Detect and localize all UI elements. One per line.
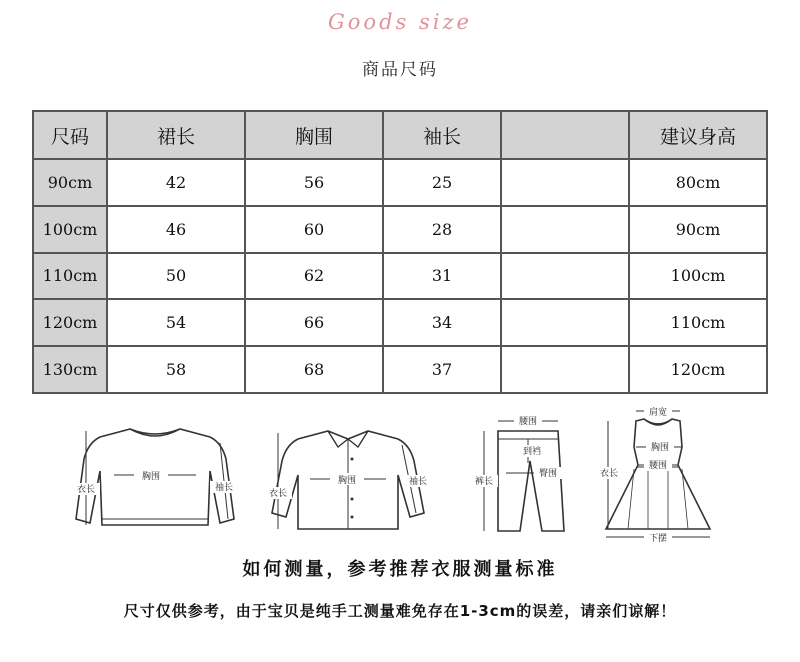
cell-chest: 68: [245, 346, 383, 393]
pants-length-label: 裤长: [474, 477, 494, 487]
header-suggested-height: 建议身高: [629, 111, 767, 159]
table-row: [33, 206, 767, 253]
cell-empty: [501, 253, 629, 300]
dress-shoulder-label: 肩宽: [648, 408, 668, 418]
sweater-chest-label: 胸围: [141, 472, 161, 482]
cell-chest: 62: [245, 253, 383, 300]
cell-empty: [501, 346, 629, 393]
cell-dress-length: 42: [107, 159, 245, 206]
shirt-sleeve-label: 袖长: [408, 477, 428, 487]
sweater-icon: [70, 423, 240, 533]
pants-crotch-label: 到裆: [522, 447, 542, 457]
sweater-diagram: [70, 423, 240, 533]
header-empty: [501, 111, 629, 159]
cell-empty: [501, 159, 629, 206]
dress-length-label: 衣长: [599, 469, 619, 479]
sweater-sleeve-label: 袖长: [214, 483, 234, 493]
cell-size: 110cm: [33, 253, 107, 300]
measurement-diagrams: [0, 405, 800, 545]
cell-sleeve: 25: [383, 159, 501, 206]
shirt-length-label: 衣长: [268, 489, 288, 499]
pants-hip-label: 臀围: [538, 469, 558, 479]
cell-sleeve: 37: [383, 346, 501, 393]
cell-sleeve: 31: [383, 253, 501, 300]
cell-height: 110cm: [629, 299, 767, 346]
cell-empty: [501, 206, 629, 253]
header-sleeve: 袖长: [383, 111, 501, 159]
dress-diagram: [598, 407, 718, 545]
cell-chest: 56: [245, 159, 383, 206]
cell-size: 130cm: [33, 346, 107, 393]
cell-size: 120cm: [33, 299, 107, 346]
shirt-chest-label: 胸围: [337, 476, 357, 486]
cell-size: 100cm: [33, 206, 107, 253]
table-row: [33, 159, 767, 206]
cell-empty: [501, 299, 629, 346]
pants-waist-label: 腰围: [518, 417, 538, 427]
title-english: Goods size: [328, 10, 472, 34]
table-row: [33, 346, 767, 393]
table-row: [33, 299, 767, 346]
cell-height: 90cm: [629, 206, 767, 253]
cell-height: 80cm: [629, 159, 767, 206]
cell-height: 120cm: [629, 346, 767, 393]
table-row: [33, 253, 767, 300]
shirt-icon: [262, 425, 434, 535]
cell-chest: 60: [245, 206, 383, 253]
dress-hem-label: 下摆: [648, 534, 668, 544]
dress-chest-label: 胸围: [650, 443, 670, 453]
disclaimer-text: 尺寸仅供参考，由于宝贝是纯手工测量难免存在1-3cm的误差，请亲们谅解！: [123, 602, 677, 620]
cell-dress-length: 50: [107, 253, 245, 300]
cell-size: 90cm: [33, 159, 107, 206]
pants-icon: [462, 413, 572, 538]
how-to-measure-text: 如何测量，参考推荐衣服测量标准: [242, 559, 558, 580]
pants-diagram: [462, 413, 572, 538]
cell-sleeve: 28: [383, 206, 501, 253]
dress-waist-label: 腰围: [648, 461, 668, 471]
sweater-length-label: 衣长: [76, 485, 96, 495]
header-size: 尺码: [33, 111, 107, 159]
header-dress-length: 裙长: [107, 111, 245, 159]
cell-chest: 66: [245, 299, 383, 346]
cell-sleeve: 34: [383, 299, 501, 346]
cell-height: 100cm: [629, 253, 767, 300]
cell-dress-length: 54: [107, 299, 245, 346]
dress-icon: [598, 407, 718, 545]
size-table: [32, 110, 768, 394]
shirt-diagram: [262, 425, 434, 535]
title-chinese: 商品尺码: [362, 60, 438, 80]
cell-dress-length: 46: [107, 206, 245, 253]
header-chest: 胸围: [245, 111, 383, 159]
cell-dress-length: 58: [107, 346, 245, 393]
table-header-row: [33, 111, 767, 159]
